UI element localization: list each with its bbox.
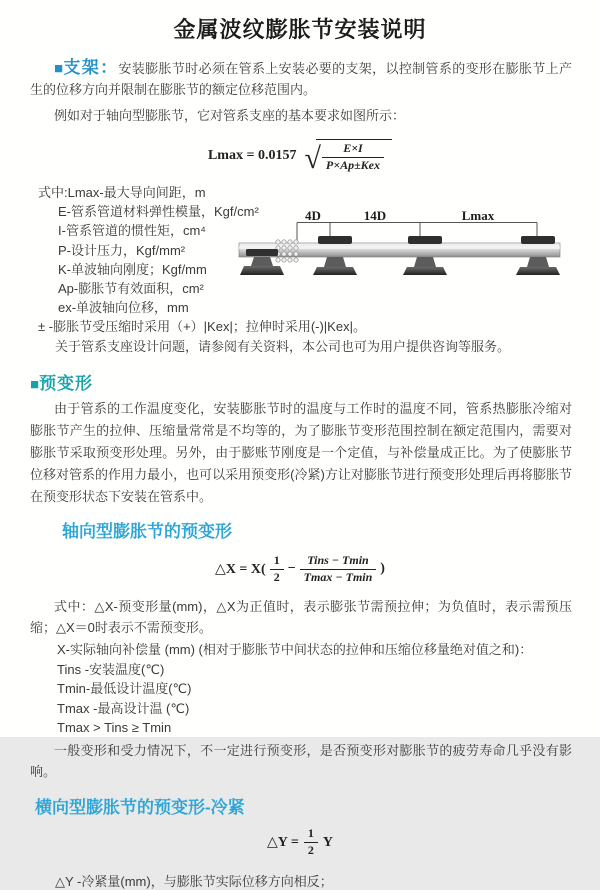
axial-note-line: 一般变形和受力情况下，不一定进行预变形，是否预变形对膨胀节的疲劳寿命几乎没有影响。	[30, 742, 572, 779]
definition-item: Tmin-最低设计温度(℃)	[57, 681, 192, 696]
definition-item: Tmax -最高设计温 (℃)	[57, 700, 190, 716]
definition-item: ex-单波轴向位移，mm	[58, 300, 189, 316]
definition-item: 式中:Lmax-最大导向间距，m	[38, 185, 206, 200]
preform-section-label: 预变形	[39, 374, 94, 393]
sqrt-radical: √ $\frac{E\times I}{\text{P×Ap±Kex}}$	[304, 139, 392, 173]
consult-note: 关于管系支座设计问题，请参阅有关资料，本公司也可为用户提供咨询等服务。	[55, 339, 511, 354]
axial-explain-paragraph: 式中：△X-预变形量(mm)，△X为正值时，表示膨张节需预拉伸；为负值时，表示需预压缩；△X＝0时表示不需预变形。	[30, 599, 572, 635]
axial-subsection-heading: 轴向型膨胀节的预变形	[62, 522, 232, 541]
lmax-formula-lhs: Lmax = 0.0157	[207, 148, 297, 163]
dim-label-lmax: Lmax	[461, 208, 495, 223]
section-marker-icon: ■	[54, 60, 64, 77]
axial-definitions-list	[57, 640, 600, 738]
definition-item: Tins -安装温度(℃)	[57, 661, 165, 677]
minus-sign: −	[287, 561, 296, 576]
pipe-support-diagram	[235, 209, 565, 291]
definition-item: P-设计压力，Kgf/mm²	[58, 242, 186, 258]
support-example-line: 例如对于轴向型膨胀节，它对管系支座的基本要求如图所示：	[54, 108, 406, 123]
one-half-fraction: $\frac{1}{2}$	[304, 827, 318, 858]
lateral-preform-formula	[0, 826, 600, 860]
dim-label-14d: 14D	[363, 208, 387, 223]
definition-item: X-实际轴向补偿量 (mm) (相对于膨胀节中间状态的拉伸和压缩位移量绝对值之和)：	[57, 642, 533, 657]
pipe	[239, 243, 560, 257]
one-half-fraction: $\frac{1}{2}$	[270, 554, 284, 585]
preform-section-heading	[30, 369, 600, 394]
right-paren: )	[380, 561, 385, 576]
dy-formula-rhs: Y	[322, 834, 333, 850]
temperature-fraction: $\frac{\text{Tins − Tmin}}{Tmax - Tmin}$	[300, 554, 377, 585]
definition-item: Ap-膨胀节有效面积，cm²	[58, 281, 204, 297]
support-intro-text: 安装膨胀节时必须在管系上安装必要的支架，以控制管系的变形在膨胀节上产生的位移方向并限制在膨胀节的额定位移范围内。	[30, 61, 573, 97]
section-marker-icon: ■	[30, 376, 40, 393]
definition-item: I-管系管道的惯性矩，cm⁴	[58, 223, 206, 239]
definitions-and-diagram	[38, 183, 600, 317]
preform-paragraph: 由于管系的工作温度变化，安装膨胀节时的温度与工作时的温度不同，管系热膨胀冷缩对膨胀节产生的拉伸、压缩量常常是不均等的，为了膨胀节变形范围控制在额定范围内，需要对膨胀节采取预变形处理。另外，由于膨账节刚度是一个定值，与补偿量成正比。为了使膨胀节位移对管系的作用力最小，也可以采用预变形(冷紧)方让对膨胀节进行预变形处理后再将膨胀节在预变形状态下安装在管系中。	[30, 401, 572, 504]
support-intro-paragraph	[30, 57, 572, 100]
definition-item: Tmax > Tins ≥ Tmin	[57, 720, 172, 735]
page-title: 金属波纹膨胀节安装说明	[173, 17, 427, 42]
axial-preform-formula	[0, 551, 600, 587]
lateral-note-line: △Y -冷紧量(mm)，与膨胀节实际位移方向相反；	[55, 873, 333, 889]
lmax-fraction: $\frac{E\times I}{\text{P×Ap±Kex}}$	[322, 142, 384, 173]
plus-minus-note: ± -膨胀节受压缩时采用（+）|Kex|；拉伸时采用(-)|Kex|。	[38, 319, 366, 334]
dim-label-4d: 4D	[305, 208, 321, 223]
definition-item: K-单波轴向刚度；Kgf/mm	[58, 261, 207, 277]
support-section-label: 支架：	[63, 58, 119, 77]
definition-item: E-管系管道材料弹性模量，Kgf/cm²	[58, 204, 259, 220]
lmax-formula	[0, 135, 600, 177]
lateral-subsection-heading: 横向型膨胀节的预变形-冷紧	[35, 797, 245, 817]
dx-formula-lhs: △X = X(	[215, 561, 266, 577]
dy-formula-lhs: △Y =	[267, 835, 299, 850]
